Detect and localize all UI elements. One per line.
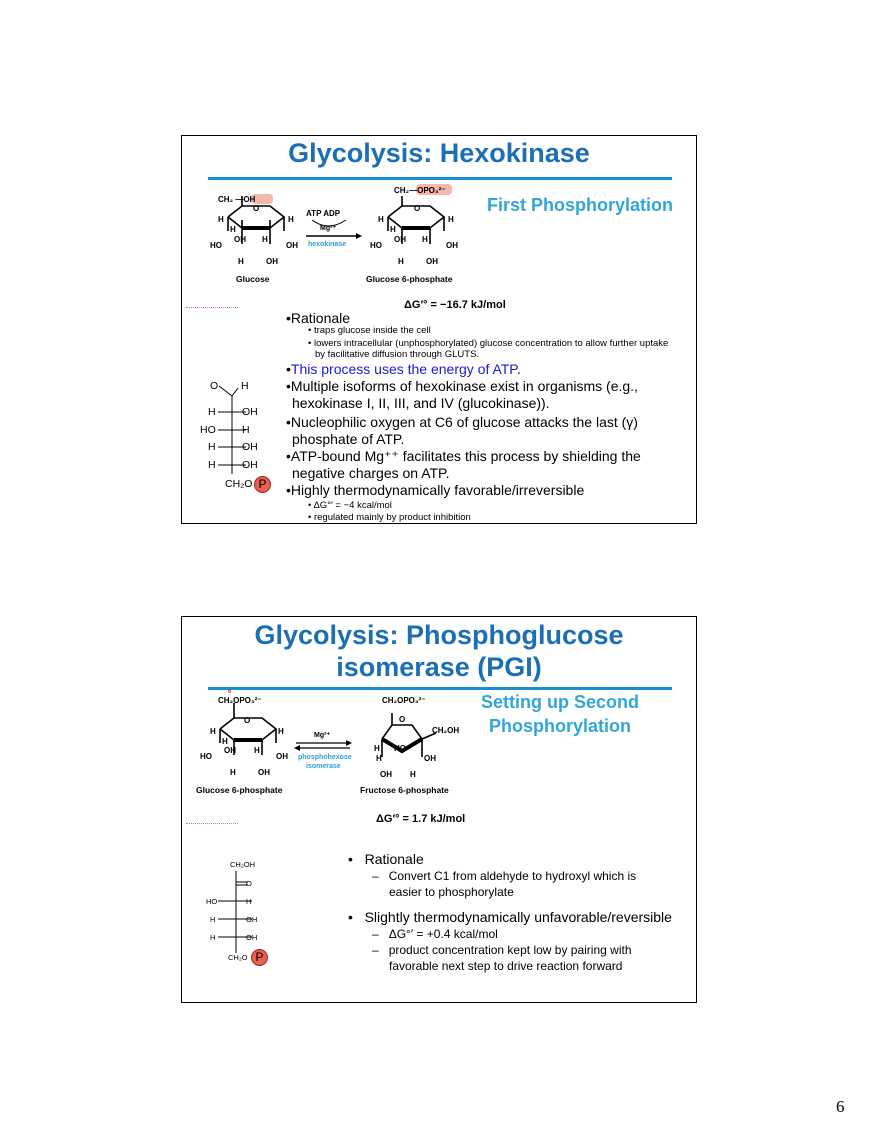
enzyme-line1: phosphohexose xyxy=(298,754,352,761)
svg-text:CH₂OPO₃²⁻: CH₂OPO₃²⁻ xyxy=(218,696,262,705)
fischer-row2-left: H xyxy=(210,915,216,924)
fischer-row2-left: HO xyxy=(200,424,216,436)
svg-text:H: H xyxy=(218,215,224,224)
svg-text:H: H xyxy=(410,770,416,779)
f6p-furanose-ring xyxy=(382,713,436,757)
svg-text:H: H xyxy=(238,257,244,266)
fischer-row1-left: HO xyxy=(206,897,218,906)
svg-text:O: O xyxy=(399,715,406,724)
bullet-isoforms-cont: hexokinase I, II, III, and IV (glucokinase)). xyxy=(292,395,550,411)
slide-title: Glycolysis: Phosphoglucose isomerase (PGI) xyxy=(254,620,624,682)
title-rule xyxy=(208,177,672,180)
svg-text:OH: OH xyxy=(380,770,392,779)
svg-text:6: 6 xyxy=(228,689,232,695)
svg-text:OH: OH xyxy=(258,768,270,777)
delta-g: ΔG′° = 1.7 kJ/mol xyxy=(376,813,466,825)
pgi-reaction-scheme xyxy=(196,689,468,807)
glucose-c6: CH₂ —OH xyxy=(218,195,256,204)
fischer-row4-left: H xyxy=(208,459,216,471)
svg-text:OH: OH xyxy=(276,752,288,761)
svg-text:OH: OH xyxy=(426,257,438,266)
slide-title: Glycolysis: Hexokinase xyxy=(288,138,590,168)
sub-convert-c1-cont: easier to phosphorylate xyxy=(389,885,514,899)
phosphate-circle: P xyxy=(254,475,271,493)
enzyme-line2: isomerase xyxy=(306,763,341,770)
svg-text:H: H xyxy=(230,225,236,234)
bullet-atp: •This process uses the energy of ATP. xyxy=(286,361,521,377)
svg-text:OH: OH xyxy=(286,241,298,250)
bullet-thermo: •Highly thermodynamically favorable/irreversible xyxy=(286,482,585,498)
g6p-c6: CH₂—OPO₃²⁻ xyxy=(394,186,446,195)
fischer-top: CH₂OH xyxy=(230,860,255,869)
fischer-row2-right: H xyxy=(242,424,250,436)
svg-text:OH: OH xyxy=(234,235,246,244)
fischer-row1-right: H xyxy=(246,897,252,906)
dotted-divider xyxy=(186,307,238,308)
fischer-row2-right: OH xyxy=(246,915,258,924)
svg-text:OH: OH xyxy=(394,235,406,244)
svg-text:H: H xyxy=(374,744,380,753)
subhead: Setting up Second Phosphorylation xyxy=(480,692,639,736)
glucose-label: Glucose xyxy=(236,274,270,284)
slide-hexokinase xyxy=(181,135,697,524)
bullet-thermo: • Slightly thermodynamically unfavorable/reversible xyxy=(348,909,672,925)
bullet-nucleophilic-cont: phosphate of ATP. xyxy=(292,431,405,447)
svg-text:H: H xyxy=(390,225,396,234)
subhead: First Phosphorylation xyxy=(486,195,673,215)
svg-text:H: H xyxy=(376,754,382,763)
fischer-row3-right: OH xyxy=(242,441,258,453)
sub-delta-g: – ΔG°′ = +0.4 kcal/mol xyxy=(372,927,498,941)
slide-pgi xyxy=(181,616,697,1003)
svg-text:H: H xyxy=(254,746,260,755)
svg-text:HO: HO xyxy=(370,241,382,250)
enzyme-label: hexokinase xyxy=(308,241,347,248)
bullet-rationale: • Rationale xyxy=(348,851,424,867)
fischer-row1-left: H xyxy=(208,406,216,418)
hexokinase-reaction-scheme xyxy=(208,184,474,304)
fischer-top-h: H xyxy=(241,380,249,392)
svg-text:OH: OH xyxy=(424,754,436,763)
fischer-bottom: CH₂O xyxy=(225,478,253,490)
sub-product-concentration: – product concentration kept low by pairing with xyxy=(372,943,632,957)
bullet-nucleophilic: •Nucleophilic oxygen at C6 of glucose attacks the last (γ) xyxy=(286,414,638,430)
bullet-rationale: •Rationale xyxy=(286,310,351,326)
svg-text:H: H xyxy=(448,215,454,224)
g6p-label: Glucose 6-phosphate xyxy=(196,785,283,795)
svg-text:OH: OH xyxy=(224,746,236,755)
svg-text:O: O xyxy=(253,204,260,213)
fischer-row1-right: OH xyxy=(242,406,258,418)
svg-text:H: H xyxy=(222,737,228,746)
svg-text:O: O xyxy=(414,204,421,213)
sub-product-inhibition: • regulated mainly by product inhibition xyxy=(308,512,471,523)
svg-text:HO: HO xyxy=(200,752,212,761)
fischer-row3-left: H xyxy=(210,933,216,942)
bullet-mg-cont: negative charges on ATP. xyxy=(292,465,450,481)
phosphate-circle: P xyxy=(251,948,268,966)
fischer-keto: O xyxy=(246,879,252,888)
svg-text:H: H xyxy=(210,727,216,736)
delta-g: ΔG′° = −16.7 kJ/mol xyxy=(404,299,506,311)
sub-delta-g: • ΔG°′ = −4 kcal/mol xyxy=(308,500,392,511)
svg-text:H: H xyxy=(398,257,404,266)
svg-text:CH₂OPO₃²⁻: CH₂OPO₃²⁻ xyxy=(382,696,426,705)
fischer-row3-left: H xyxy=(208,441,216,453)
sub-lowers-concentration-cont: by facilitative diffusion through GLUTS. xyxy=(315,349,480,360)
sub-product-concentration-cont: favorable next step to drive reaction forward xyxy=(389,959,623,973)
fischer-row3-right: OH xyxy=(246,933,258,942)
sub-traps-glucose: • traps glucose inside the cell xyxy=(308,325,431,336)
svg-text:HO: HO xyxy=(394,744,406,753)
svg-text:H: H xyxy=(278,727,284,736)
page-number: 6 xyxy=(836,1097,845,1116)
svg-text:H: H xyxy=(288,215,294,224)
g6p-label: Glucose 6-phosphate xyxy=(366,274,453,284)
cofactors: ATP ADP xyxy=(306,209,341,218)
svg-text:OH: OH xyxy=(446,241,458,250)
mg-ion: Mg²⁺ xyxy=(314,732,331,739)
svg-text:OH: OH xyxy=(266,257,278,266)
svg-text:H: H xyxy=(230,768,236,777)
sub-convert-c1: – Convert C1 from aldehyde to hydroxyl which is xyxy=(372,869,637,883)
fischer-top-o: O xyxy=(210,380,219,392)
fischer-row4-right: OH xyxy=(242,459,258,471)
svg-text:H: H xyxy=(262,235,268,244)
svg-text:H: H xyxy=(378,215,384,224)
bullet-isoforms: •Multiple isoforms of hexokinase exist in organisms (e.g., xyxy=(286,378,638,394)
dotted-divider xyxy=(186,823,238,824)
mg-ion: Mg²⁺ xyxy=(320,225,337,232)
fischer-bottom: CH₂O xyxy=(228,953,248,962)
svg-text:HO: HO xyxy=(210,241,222,250)
sub-lowers-concentration: • lowers intracellular (unphosphorylated) glucose concentration to allow further uptake xyxy=(308,338,669,349)
bullet-mg: •ATP-bound Mg⁺⁺ facilitates this process by shielding the xyxy=(286,448,641,464)
svg-text:H: H xyxy=(422,235,428,244)
svg-text:CH₂OH: CH₂OH xyxy=(432,726,460,735)
f6p-label: Fructose 6-phosphate xyxy=(360,785,449,795)
svg-text:O: O xyxy=(244,716,251,725)
